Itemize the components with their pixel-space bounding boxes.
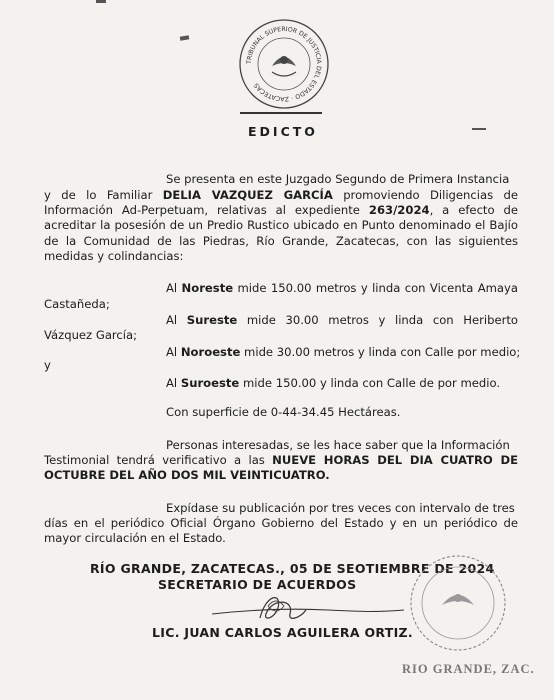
notice-line-3: OCTUBRE DEL AÑO DOS MIL VEINTICUATRO. (44, 468, 330, 483)
court-seal (236, 16, 332, 112)
scan-mark (472, 128, 486, 130)
publication-line-3: mayor circulación en el Estado. (44, 531, 226, 546)
publication-line-2: días en el periódico Oficial Órgano Gobierno del Estado y en un periódico de (44, 516, 518, 530)
intro-line-4: acreditar la posesión de un Predio Rustico ubicado en Punto denominado el Bajío (44, 218, 518, 233)
intro-line-3: Información Ad-Perpetuam, relativas al expediente 263/2024, a efecto de (44, 203, 518, 218)
svg-text:TRIBUNAL SUPERIOR DE JUSTICIA (246, 26, 322, 102)
boundary-southeast: Al Sureste mide 30.00 metros y linda con Heriberto (166, 313, 518, 327)
intro-line-1: Se presenta en este Juzgado Segundo de Primera Instancia (166, 172, 510, 186)
surface-area: Con superficie de 0-44-34.45 Hectáreas. (166, 405, 401, 419)
intro-line-6: medidas y colindancias: (44, 248, 184, 263)
handwritten-signature (208, 588, 408, 630)
boundary-northeast-cont: Castañeda; (44, 297, 110, 311)
publication-line-1: Expídase su publicación por tres veces con intervalo de tres (166, 501, 515, 515)
notice-paragraph (44, 453, 518, 483)
stamp-location-text: RIO GRANDE, ZAC. (402, 662, 535, 676)
boundary-northwest-cont: y (44, 358, 51, 372)
boundary-northwest: Al Noroeste mide 30.00 metros y linda con Calle por medio; (166, 345, 521, 359)
seal-text: TRIBUNAL SUPERIOR DE JUSTICIA DEL ESTADO · ZACATECAS (245, 25, 323, 103)
intro-paragraph (44, 188, 518, 264)
notice-line-2: Testimonial tendrá verificativo a las NUEVE HORAS DEL DIA CUATRO DE (44, 453, 518, 467)
scan-mark (96, 0, 106, 3)
secretary-role: SECRETARIO DE ACUERDOS (158, 577, 357, 592)
boundary-northeast: Al Noreste mide 150.00 metros y linda con Vicenta Amaya (166, 281, 518, 295)
intro-line-5: de la Comunidad de las Piedras, Río Grande, Zacatecas, con las siguientes (44, 233, 518, 248)
publication-paragraph (44, 516, 518, 546)
signatory-name: LIC. JUAN CARLOS AGUILERA ORTIZ. (152, 625, 413, 640)
scan-mark (180, 35, 190, 41)
document-title: EDICTO (248, 124, 318, 139)
notice-line-1: Personas interesadas, se les hace saber que la Información (166, 438, 510, 452)
seal-underline (240, 112, 322, 114)
official-stamp (396, 553, 514, 653)
boundary-southeast-cont: Vázquez García; (44, 328, 138, 342)
boundary-southwest: Al Suroeste mide 150.00 y linda con Calle de por medio. (166, 376, 501, 390)
place-date: RÍO GRANDE, ZACATECAS., 05 DE SEOTIEMBRE DE 2024 (90, 561, 495, 576)
intro-line-2: y de lo Familiar DELIA VAZQUEZ GARCÍA promoviendo Diligencias de (44, 188, 518, 202)
